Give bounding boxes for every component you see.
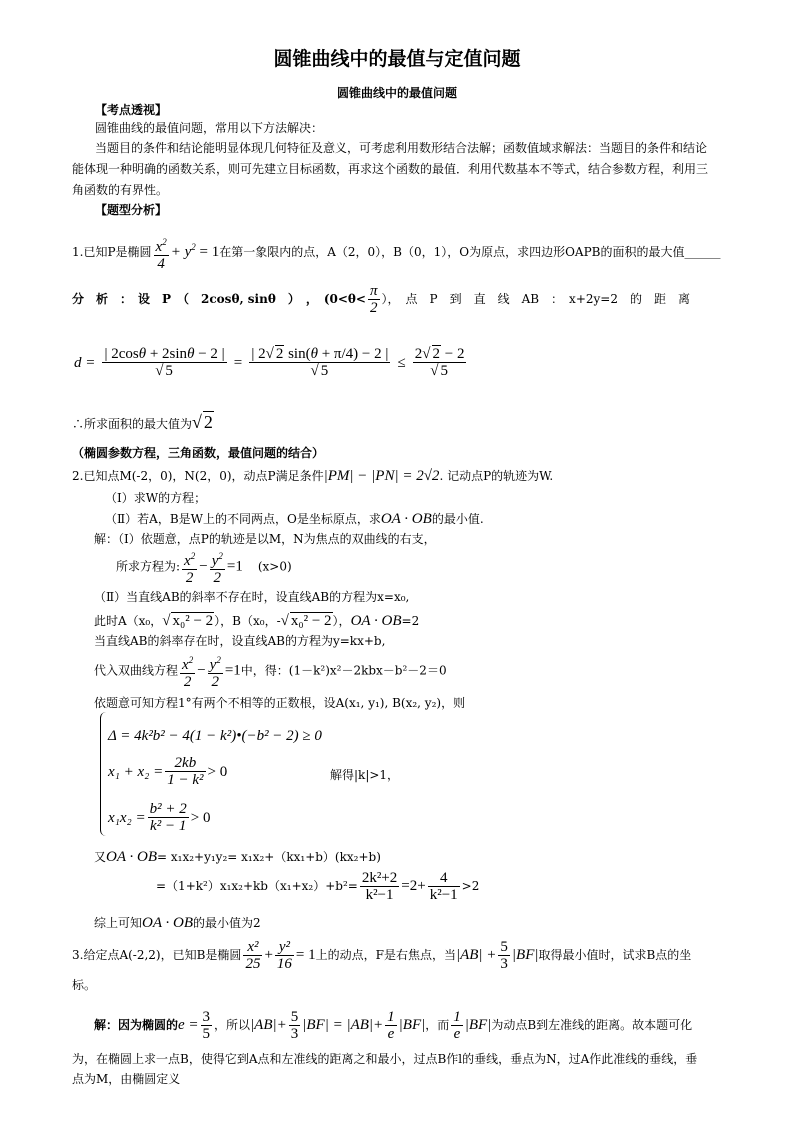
problem-1: 1.已知P是椭圆 $\frac{x^2}{4}$ + $y^2 = 1$在第一象限内的点，A（2，0），B（0，1），O为原点，求四边形OAPB的面积的最大值______ [72, 228, 720, 272]
solution-3: 解：因为椭圆的e = $\frac{3}{5}$ ，所以|AB|+ $\frac{5}{3}$ |BF| = |AB|+ $\frac{1}{e}$ |BF|，而 $\frac{1}{e}$ |BF|为动点B到左准线的距离。故本题可化 [94, 1009, 693, 1042]
section-heading: 【考点透视】 [95, 103, 168, 117]
problem-2: 2.已知点M(-2，0)，N(2，0)，动点P满足条件|PM| − |PN| = 2√2. 记动点P的轨迹为W. [72, 468, 554, 484]
solution-line: 依题意可知方程1°有两个不相等的正数根，设A(x₁, y₁), B(x₂, y₂)，则 [94, 696, 466, 710]
solution-line: 综上可知OA · OB的最小值为2 [94, 915, 261, 931]
system-line: x₁ + x₂ = $\frac{2kb}{\text{1 − k²}}$ > 0 [108, 755, 228, 788]
solution-3-line: 点为M，由椭圆定义 [72, 1072, 181, 1086]
analysis-line: 分 析 ： 设 P （ 2cosθ, sinθ ） ， (0<θ< $\frac{\pi}{2}$ ）， 点 P 到 直 线 AB ： x+2y=2 的 距 离 [72, 283, 690, 316]
section-heading: 【题型分析】 [95, 203, 168, 217]
hyperbola-eq: 所求方程为: $\frac{x^2}{2}$ − $\frac{y^2}{2}$ =1 (x>0) [116, 548, 292, 586]
problem-3-cont: 标。 [72, 978, 97, 992]
page-subtitle: 圆锥曲线中的最值问题 [336, 86, 457, 100]
solution-line: 此时A（x₀，√ x₀² − 2），B（x₀，-√ x₀² − 2），OA · OB=2 [94, 613, 420, 629]
paragraph: 能体现一种明确的函数关系，则可先建立目标函数，再求这个函数的最值．利用代数基本不等式，结合参数方程，利用三 [72, 162, 709, 176]
solution-line: 又OA · OB= x₁x₂+y₁y₂= x₁x₂+（kx₁+b）(kx₂+b) [94, 849, 381, 865]
solution-line: =（1+k²）x₁x₂+kb（x₁+x₂）+b²= $\frac{\text{2k²+2}}{\text{k²−1}}$ =2+ $\frac{4}{\text{k²−1}}$ >2 [156, 870, 480, 903]
solution-line: 当直线AB的斜率存在时，设直线AB的方程为y=kx+b, [94, 634, 386, 648]
problem-3: 3.给定点A(-2,2)，已知B是椭圆 $\frac{\text{x²}}{25}$ + $\frac{\text{y²}}{16}$ = 1上的动点，F是右焦点，当|AB| + $\frac{5}{3}$ |BF|取得最小值时，试求B点的坐 [72, 939, 692, 972]
system-line: Δ = 4k²b² − 4(1 − k²)•(−b² − 2) ≥ 0 [108, 728, 322, 744]
distance-formula: d = $\frac{| 2\cos\theta + 2\sin\theta - 2 |}{√ 5}$ = $\frac{| 2√ 2 \sin(\theta + \pi/4) - 2 |}{√ 5}$ ≤ $\frac{2√ 2 - 2}{√ 5}$ [74, 346, 465, 379]
question-2: （Ⅱ）若A，B是W上的不同两点，O是坐标原点，求OA · OB的最小值. [105, 511, 484, 527]
solution-3-line: 为，在椭圆上求一点B，使得它到A点和左准线的距离之和最小，过点B作l的垂线，垂点为N，过A作此准线的垂线，垂 [72, 1052, 698, 1066]
page-title: 圆锥曲线中的最值与定值问题 [273, 48, 521, 70]
paragraph: 当题目的条件和结论能明显体现几何特征及意义，可考虑利用数形结合法解；函数值域求解法：当题目的条件和结论 [95, 141, 708, 155]
solve-result: 解得|k|>1， [330, 768, 400, 782]
solution-line: （Ⅱ）当直线AB的斜率不存在时，设直线AB的方程为x=x₀, [94, 590, 410, 604]
paragraph: 角函数的有界性。 [72, 183, 169, 197]
system-brace [100, 712, 107, 836]
system-line: x₁x₂ = $\frac{\text{b² + 2}}{\text{k² − 1}}$ > 0 [108, 801, 211, 834]
paragraph: 圆锥曲线的最值问题，常用以下方法解决： [95, 121, 324, 135]
solution: 解：（Ⅰ）依题意，点P的轨迹是以M，N为焦点的双曲线的右支， [94, 532, 436, 546]
question-1: （Ⅰ）求W的方程； [105, 491, 207, 505]
note: （椭圆参数方程，三角函数，最值问题的结合） [72, 446, 325, 460]
conclusion-line: ∴所求面积的最大值为√ 2 [72, 412, 213, 432]
solution-line: 代入双曲线方程 $\frac{x^2}{2}$ − $\frac{y^2}{2}$ =1中，得：(1－k²)x²－2kbx－b²－2＝0 [94, 652, 447, 690]
